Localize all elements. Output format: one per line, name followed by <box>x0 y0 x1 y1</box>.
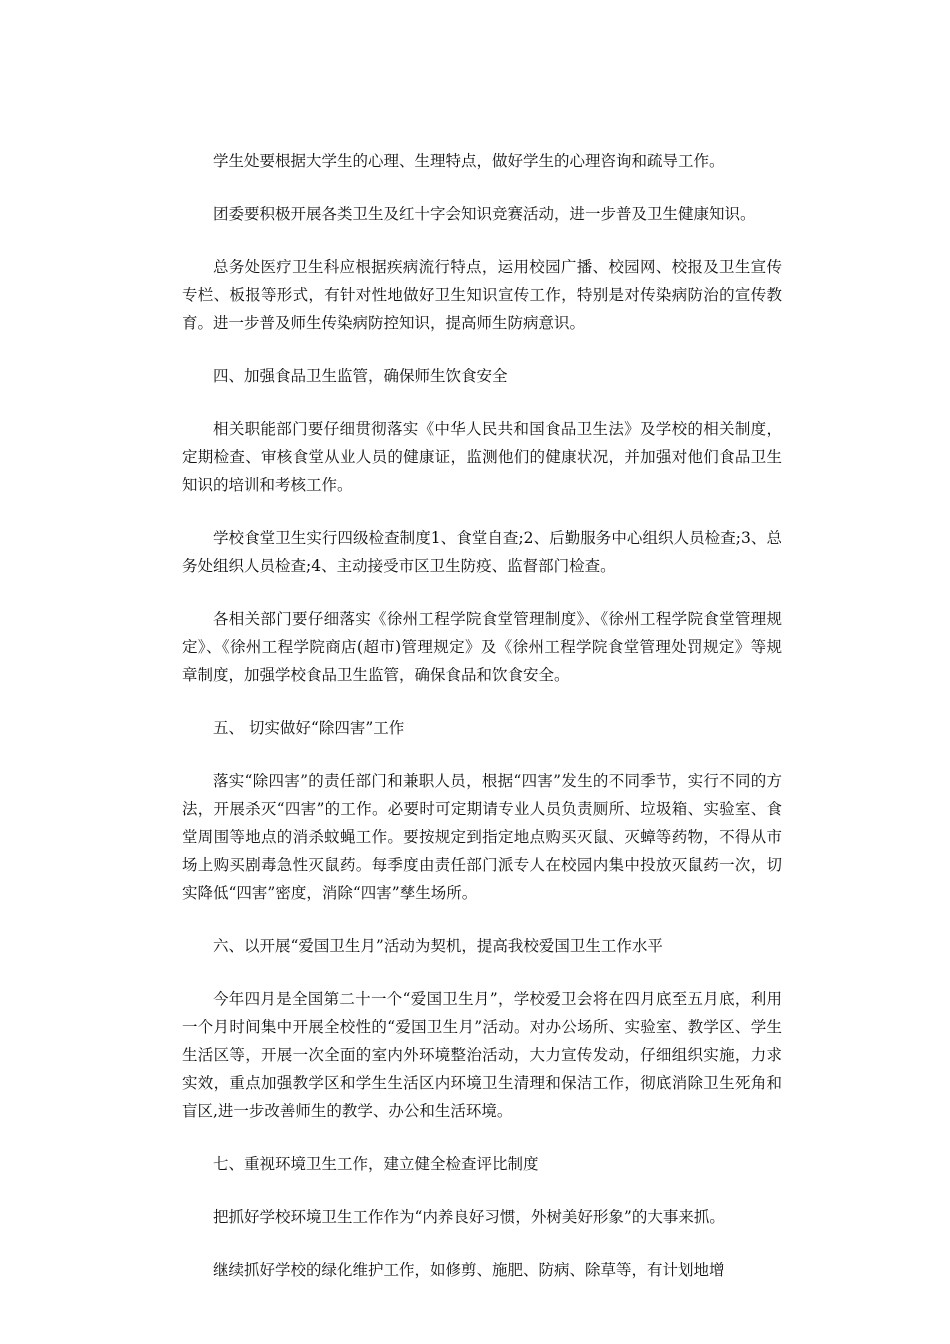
paragraph-health-month: 今年四月是全国第二十一个“爱国卫生月”，学校爱卫会将在四月底至五月底，利用一个月时间集中开展全校性的“爱国卫生月”活动。对办公场所、实验室、教学区、学生生活区等，开展一次全面的室内外环境整治活动，大力宣传发动，仔细组织实施，力求实效，重点加强教学区和学生生活区内环境卫生清理和保洁工作，彻底消除卫生死角和盲区,进一步改善师生的教学、办公和生活环境。 <box>182 990 782 1120</box>
section-heading-5: 五、 切实做好“除四害”工作 <box>213 719 405 737</box>
section-heading-4: 四、加强食品卫生监管，确保师生饮食安全 <box>213 367 508 385</box>
paragraph-youth-league: 团委要积极开展各类卫生及红十字会知识竞赛活动，进一步普及卫生健康知识。 <box>213 205 756 223</box>
paragraph-pest-control: 落实“除四害”的责任部门和兼职人员，根据“四害”发生的不同季节，实行不同的方法，开展杀灭“四害”的工作。必要时可定期请专业人员负责厕所、垃圾箱、实验室、食堂周围等地点的消杀蚊蝇工作。要按规定到指定地点购买灭鼠、灭蟑等药物，不得从市场上购买剧毒急性灭鼠药。每季度由责任部门派专人在校园内集中投放灭鼠药一次，切实降低“四害”密度，消除“四害”孳生场所。 <box>182 772 782 902</box>
section-heading-6: 六、以开展“爱国卫生月”活动为契机，提高我校爱国卫生工作水平 <box>213 937 663 955</box>
paragraph-food-law: 相关职能部门要仔细贯彻落实《中华人民共和国食品卫生法》及学校的相关制度，定期检查、审核食堂从业人员的健康证，监测他们的健康状况，并加强对他们食品卫生知识的培训和考核工作。 <box>182 420 782 494</box>
paragraph-inspection-levels: 学校食堂卫生实行四级检查制度1、食堂自查;2、后勤服务中心组织人员检查;3、总务处组织人员检查;4、主动接受市区卫生防疫、监督部门检查。 <box>182 529 782 575</box>
paragraph-greening: 继续抓好学校的绿化维护工作，如修剪、施肥、防病、除草等，有计划地增 <box>213 1261 725 1279</box>
paragraph-student-affairs: 学生处要根据大学生的心理、生理特点，做好学生的心理咨询和疏导工作。 <box>213 152 725 170</box>
paragraph-general-affairs: 总务处医疗卫生科应根据疾病流行特点，运用校园广播、校园网、校报及卫生宣传专栏、板报等形式，有针对性地做好卫生知识宣传工作，特别是对传染病防治的宣传教育。进一步普及师生传染病防控知识，提高师生防病意识。 <box>182 258 782 332</box>
section-heading-7: 七、重视环境卫生工作，建立健全检查评比制度 <box>213 1155 539 1173</box>
document-body <box>182 147 782 1309</box>
paragraph-environment: 把抓好学校环境卫生工作作为“内养良好习惯，外树美好形象”的大事来抓。 <box>213 1208 725 1226</box>
paragraph-regulations: 各相关部门要仔细落实《徐州工程学院食堂管理制度》、《徐州工程学院食堂管理规定》、《徐州工程学院商店(超市)管理规定》及《徐州工程学院食堂管理处罚规定》等规章制度，加强学校食品卫生监管，确保食品和饮食安全。 <box>182 610 782 684</box>
